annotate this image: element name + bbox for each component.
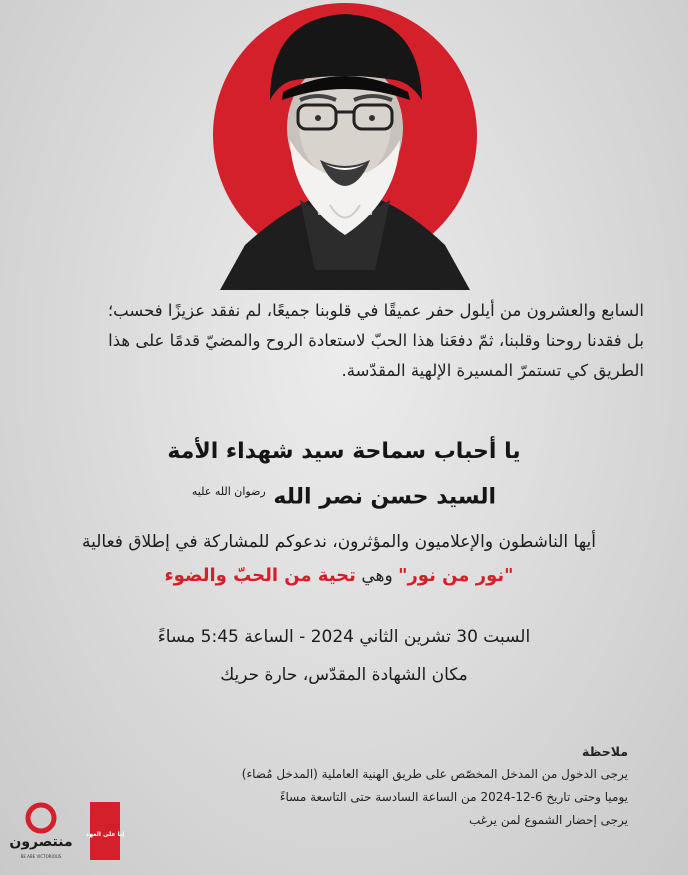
note-line: يرجى الدخول من المدخل المخصّص على طريق الهنية العاملية (المدخل مُضاء) <box>241 767 628 781</box>
logo-left-subtext: BE ABE VICTORIOUS <box>20 854 62 859</box>
headline-line-1: يا أحباب سماحة سيد شهداء الأمة <box>167 439 521 464</box>
note-line: يرجى إحضار الشموع لمن يرغب <box>469 813 628 827</box>
note-line: يوميا وحتى تاريخ 6-12-2024 من الساعة السادسة حتى التاسعة مساءً <box>279 790 628 804</box>
honorific-seal: رضوان الله عليه <box>191 485 266 498</box>
invitation <box>30 525 648 593</box>
note-section <box>158 740 628 832</box>
invitation-line: أيها الناشطون والإعلاميون والمؤثرون، ندعوكم للمشاركة في إطلاق فعالية <box>81 532 596 552</box>
note-title: ملاحظة <box>582 744 628 759</box>
headline <box>0 432 688 517</box>
intro-line: السابع والعشرون من أيلول حفر عميقًا في قلوبنا جميعًا، لم نفقد عزيزًا فحسب؛ <box>107 301 644 320</box>
event-title <box>30 559 648 593</box>
headline-line-2 <box>0 472 688 517</box>
pledge-logo <box>85 800 125 862</box>
event-joiner: وهي <box>361 566 393 586</box>
event-date-time: السبت 30 تشرين الثاني 2024 - الساعة 5:45 مساءً <box>157 627 531 647</box>
event-name-part-2: تحية من الحبّ والضوء <box>164 565 356 586</box>
event-details <box>0 618 688 694</box>
portrait-illustration <box>0 0 688 290</box>
headline-name: السيد حسن نصر الله <box>273 484 497 510</box>
logo-left-text: منتصرون <box>9 834 73 850</box>
event-name-part-1: "نور من نور" <box>398 565 514 586</box>
logo-right-text: إنا على العهد <box>85 831 125 838</box>
intro-paragraph <box>40 296 644 386</box>
intro-line: الطريق كي تستمرّ المسيرة الإلهية المقدّسة. <box>341 361 644 380</box>
montasiroun-logo <box>9 800 73 862</box>
event-location: مكان الشهادة المقدّس، حارة حريك <box>220 665 468 685</box>
intro-line: بل فقدنا روحنا وقلبنا، ثمّ دفعَنا هذا الحبّ لاستعادة الروح والمضيّ قدمًا على هذا <box>108 331 644 350</box>
